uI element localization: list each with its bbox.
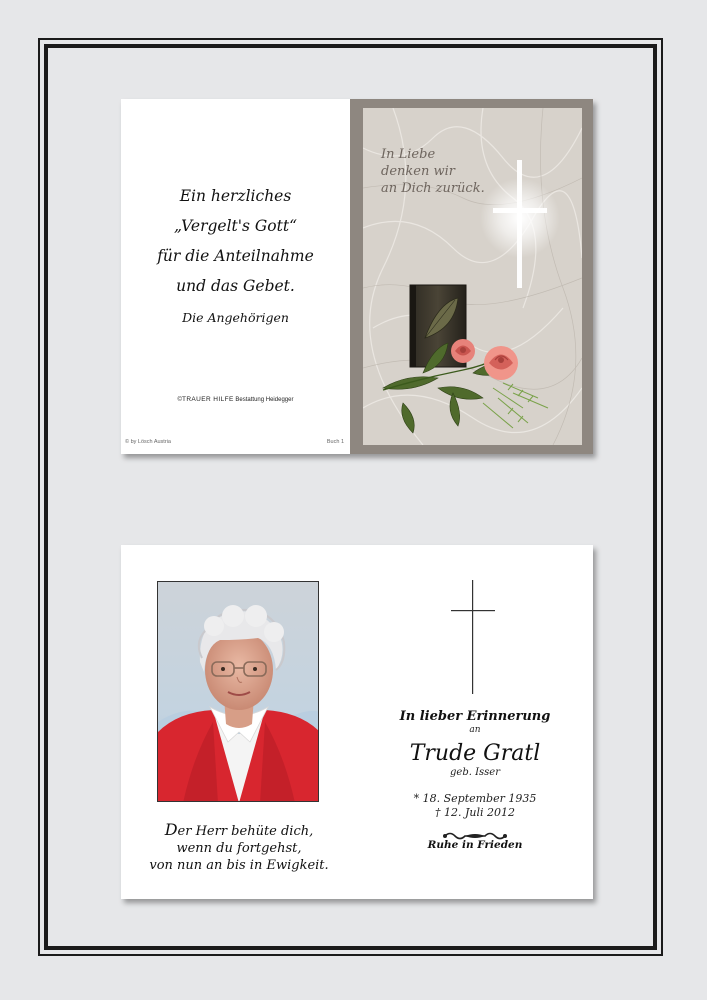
memorial-image-panel (350, 99, 593, 454)
verse-line-text: er Herr behüte dich, (177, 824, 314, 839)
liebe-line: an Dich zurück. (381, 181, 485, 196)
rose-icon (484, 346, 518, 380)
portrait-photo (157, 581, 319, 802)
maiden-name: geb. Isser (450, 767, 500, 778)
thanks-line: „Vergelt's Gott“ (173, 217, 298, 235)
death-date: † 12. Juli 2012 (434, 806, 515, 819)
memorial-heading: In lieber Erinnerung (399, 709, 551, 724)
cross-icon (451, 580, 495, 694)
brand-suffix: Bestattung Heidegger (235, 397, 294, 403)
birth-date: * 18. September 1935 (413, 792, 537, 805)
deceased-name: Trude Gratl (409, 741, 541, 766)
in-liebe-text (381, 146, 485, 197)
memorial-card (121, 545, 593, 899)
portrait-illustration (158, 582, 319, 802)
thank-you-text (121, 181, 350, 301)
brand-prefix: © (177, 397, 182, 403)
verse-initial: D (164, 820, 178, 839)
thanks-line: für die Anteilnahme (157, 247, 314, 265)
memorial-text (357, 709, 593, 851)
liebe-line: In Liebe (381, 147, 436, 162)
verse-line: von nun an bis in Ewigkeit. (149, 858, 329, 873)
memorial-an: an (469, 725, 481, 735)
signoff: Die Angehörigen (182, 310, 289, 325)
funeral-brand (121, 396, 350, 403)
thank-you-card (121, 99, 593, 454)
marble-background (363, 108, 582, 445)
light-cross-horizontal (493, 208, 547, 213)
rest-in-peace: Ruhe in Frieden (427, 839, 523, 851)
thank-you-panel (121, 99, 350, 454)
life-dates (357, 792, 593, 820)
thanks-line: Ein herzliches (179, 187, 292, 205)
liebe-line: denken wir (381, 164, 455, 179)
brand-name: TRAUER HILFE (181, 396, 234, 403)
copyright: © by Lösch Austria (125, 439, 171, 445)
ornament-divider (357, 826, 593, 836)
blessing-verse (121, 821, 357, 874)
verse-line (121, 821, 357, 840)
book-label: Buch 1 (326, 439, 344, 445)
rose-icon (451, 339, 475, 363)
thanks-line: und das Gebet. (176, 277, 295, 295)
light-cross-vertical (517, 160, 522, 288)
verse-line: wenn du fortgehst, (176, 841, 302, 856)
